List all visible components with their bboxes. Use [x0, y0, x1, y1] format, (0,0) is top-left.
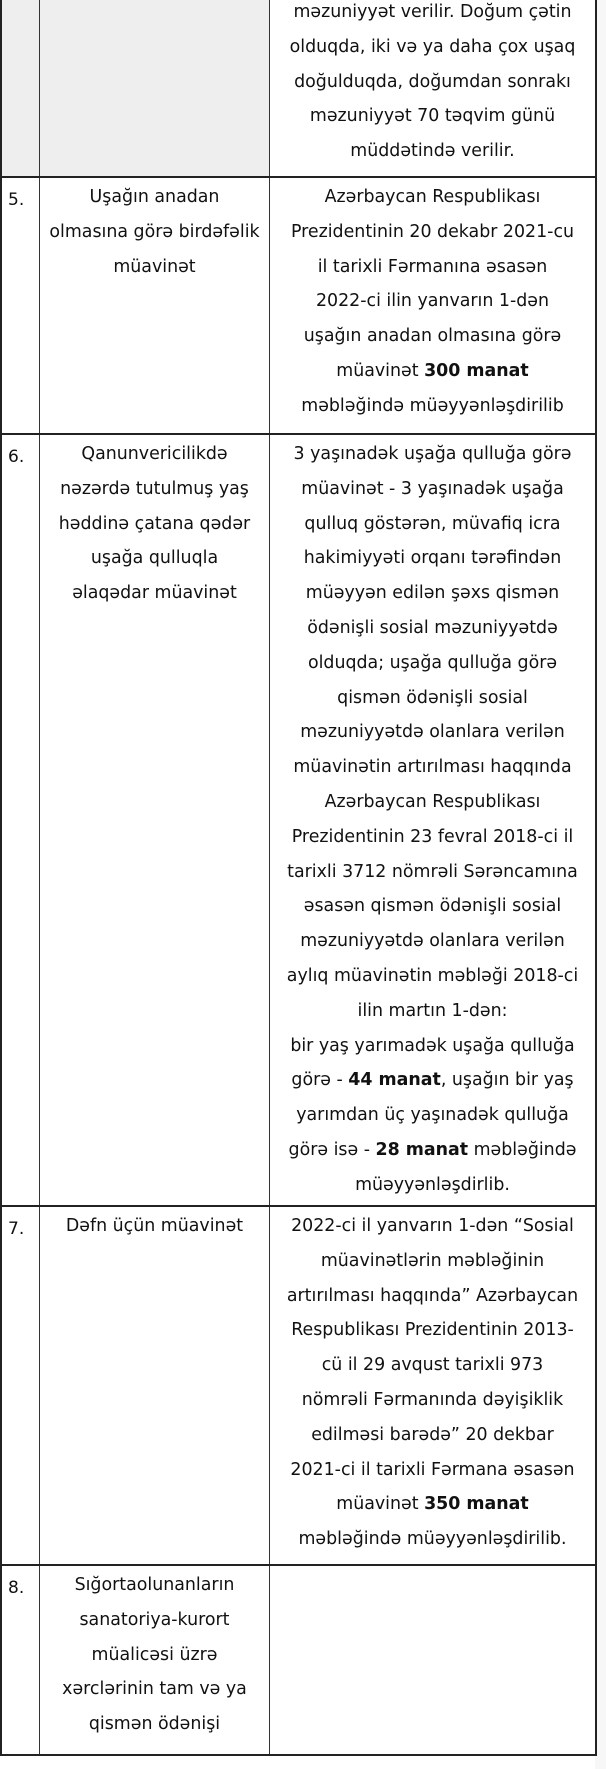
row-number: 8.: [8, 1578, 25, 1598]
description-line: məbləğində müəyyənləşdirilib.: [298, 1529, 567, 1550]
benefit-name-line: Uşağın anadan: [89, 187, 220, 207]
description-line: yarımdan üç yaşınadək qulluğa: [296, 1105, 569, 1126]
benefit-name-line: Dəfn üçün müavinət: [65, 1216, 244, 1236]
row-number-cell: [0, 1566, 40, 1755]
description-line: müavinət 350 manat: [336, 1494, 529, 1515]
description-line: müavinətin artırılması haqqında: [293, 757, 572, 778]
description-line: qulluq göstərən, müvafiq icra: [304, 513, 561, 534]
description-line: 2022-ci il yanvarın 1-dən “Sosial: [291, 1216, 574, 1236]
benefit-name-line: nəzərdə tutulmuş yaş: [60, 478, 249, 499]
description-line: Respublikası Prezidentinin 2013-: [291, 1320, 574, 1341]
description-line: məbləğində müəyyənləşdirilib: [301, 395, 564, 416]
description-line: məzuniyyət verilir. Doğum çətin: [293, 2, 572, 22]
amount-value: 350 manat: [424, 1494, 529, 1515]
benefit-name-cell: [40, 178, 270, 434]
description-line: Azərbaycan Respublikası: [324, 791, 541, 812]
description-line: müddətində verilir.: [350, 141, 515, 162]
table-row: [0, 178, 597, 434]
row-number: 5.: [8, 190, 25, 210]
description-line: müavinətlərin məbləğinin: [320, 1250, 545, 1271]
benefit-name-line: olmasına görə birdəfəlik: [49, 221, 260, 242]
benefit-description-cell: [270, 1566, 597, 1755]
description-line: olduqda; uşağa qulluğa görə: [307, 652, 558, 673]
description-line: məzuniyyətdə olanlara verilən: [300, 931, 565, 952]
description-line: ödənişli sosial məzuniyyətdə: [307, 617, 558, 638]
row-number-cell: [0, 0, 40, 177]
benefit-description-cell: [270, 435, 597, 1205]
table-row: [0, 1207, 597, 1564]
benefit-description-cell: [270, 0, 597, 177]
description-line: Azərbaycan Respublikası: [324, 187, 541, 207]
benefit-name-line: Qanunvericilikdə: [81, 444, 228, 464]
amount-value: 28 manat: [375, 1139, 469, 1160]
description-line: 2022-ci ilin yanvarın 1-dən: [315, 291, 550, 312]
table-bottom-border: [0, 1754, 597, 1756]
description-line: Prezidentinin 23 fevral 2018-ci il: [291, 826, 574, 847]
benefit-name-line: həddinə çatana qədər: [58, 513, 251, 534]
benefit-name-cell: [40, 1207, 270, 1564]
benefit-name-line: xərclərinin tam və ya: [62, 1679, 247, 1700]
description-line: məzuniyyət 70 təqvim günü: [309, 106, 556, 127]
description-line: 3 yaşınadək uşağa qulluğa görə: [293, 444, 572, 464]
description-line: tarixli 3712 nömrəli Sərəncamına: [287, 861, 578, 882]
benefit-name-line: əlaqədar müavinət: [72, 583, 237, 604]
benefit-name-cell: [40, 1566, 270, 1755]
amount-value: 300 manat: [424, 360, 529, 381]
description-line: məzuniyyətdə olanlara verilən: [300, 722, 565, 743]
row-number: 7.: [8, 1219, 25, 1239]
description-line: bir yaş yarımadək uşağa qulluğa: [290, 1035, 575, 1056]
benefit-name-cell: [40, 0, 270, 177]
description-line: nömrəli Fərmanında dəyişiklik: [301, 1389, 564, 1410]
description-line: artırılması haqqında” Azərbaycan: [286, 1285, 579, 1306]
description-line: edilməsi barədə” 20 dekbar: [311, 1424, 554, 1445]
benefit-description-cell: [270, 1207, 597, 1564]
row-number-cell: [0, 1207, 40, 1564]
description-line: il tarixli Fərmanına əsasən: [317, 256, 548, 277]
description-line: müəyyənləşdirlib.: [355, 1174, 510, 1195]
description-line: əsasən qismən ödənişli sosial: [303, 896, 562, 917]
row-number-cell: [0, 178, 40, 434]
description-line: 2021-ci il tarixli Fərmana əsasən: [290, 1459, 575, 1480]
description-line: ilin martın 1-dən:: [357, 1000, 508, 1021]
table-row: [0, 0, 597, 177]
description-line: doğulduqda, doğumdan sonrakı: [294, 71, 571, 92]
description-line: hakimiyyəti orqanı tərəfindən: [303, 548, 562, 569]
row-number: 6.: [8, 447, 25, 467]
description-line: müavinət - 3 yaşınadək uşağa: [301, 478, 564, 499]
description-line: cü il 29 avqust tarixli 973: [321, 1355, 544, 1376]
benefit-name-line: müalicəsi üzrə: [91, 1644, 218, 1665]
description-line: görə - 44 manat, uşağın bir yaş: [291, 1070, 574, 1091]
amount-value: 44 manat: [348, 1070, 441, 1091]
benefit-description-cell: [270, 178, 597, 434]
table-row: [0, 1566, 597, 1755]
description-line: müəyyən edilən şəxs qismən: [305, 583, 560, 604]
row-number-cell: [0, 435, 40, 1205]
description-line: müavinət 300 manat: [336, 360, 529, 381]
description-line: aylıq müavinətin məbləği 2018-ci: [286, 965, 579, 986]
benefit-name-cell: [40, 435, 270, 1205]
benefit-name-line: uşağa qulluqla: [90, 548, 219, 569]
benefit-name-line: qismən ödənişi: [88, 1714, 221, 1735]
description-line: Prezidentinin 20 dekabr 2021-cu: [290, 221, 575, 242]
description-line: olduqda, iki və ya daha çox uşaq: [289, 36, 576, 57]
description-line: görə isə - 28 manat məbləğində: [288, 1139, 577, 1160]
description-line: uşağın anadan olmasına görə: [303, 326, 562, 347]
table-row: [0, 435, 597, 1205]
benefit-name-line: sanatoriya-kurort: [79, 1609, 230, 1630]
benefit-name-line: müavinət: [113, 256, 196, 277]
description-line: qismən ödənişli sosial: [337, 687, 528, 708]
benefit-name-line: Sığortaolunanların: [74, 1575, 235, 1595]
